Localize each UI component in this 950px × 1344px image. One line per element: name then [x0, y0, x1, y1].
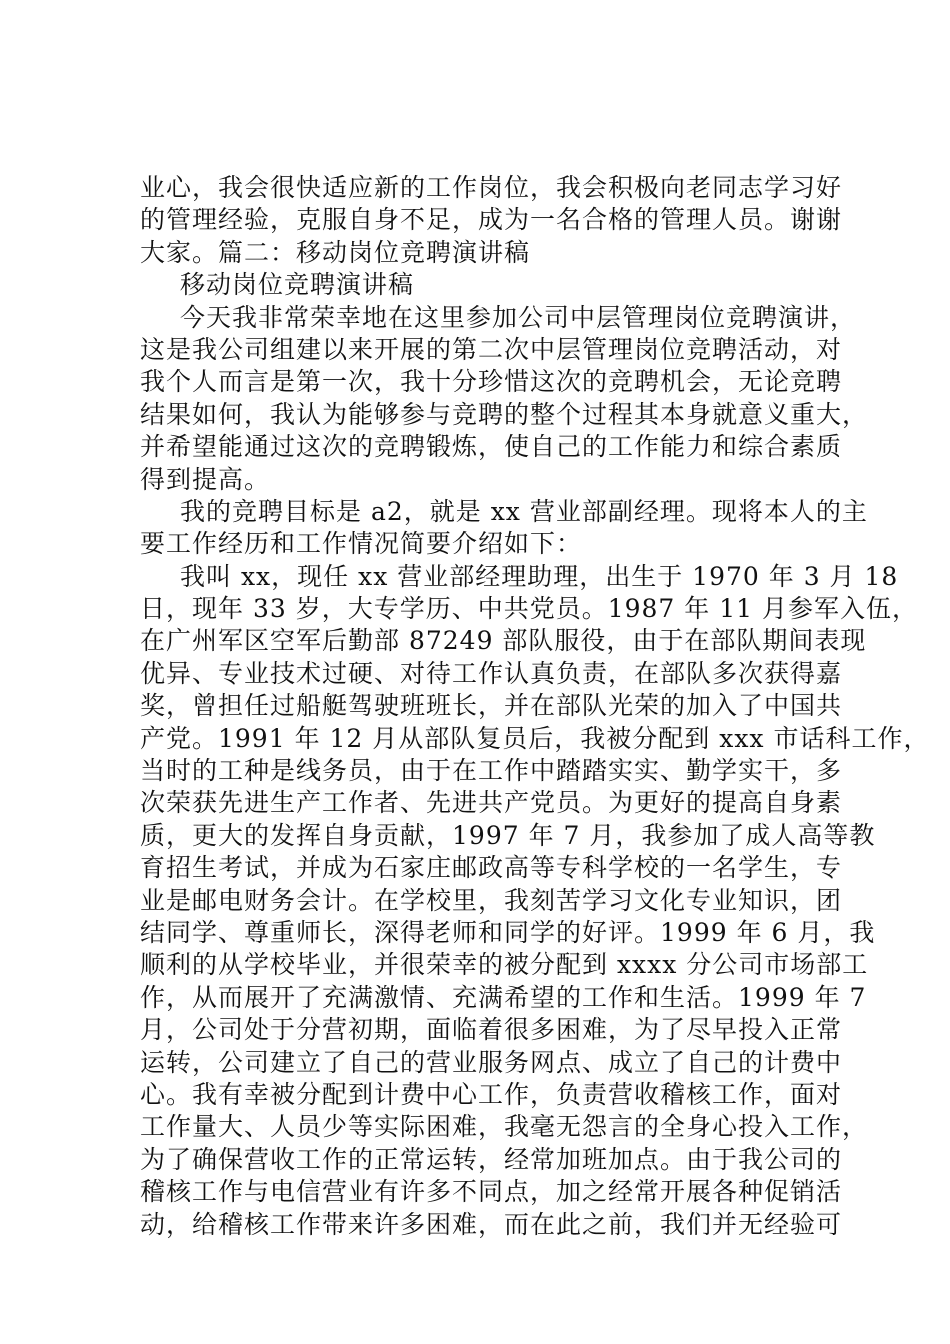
paragraph-2-line-1: 我的竞聘目标是 a2，就是 xx 营业部副经理。现将本人的主 — [180, 496, 868, 526]
paragraph-1-line-4: 结果如何，我认为能够参与竞聘的整个过程其本身就意义重大， — [140, 399, 869, 429]
paragraph-1-line-1: 今天我非常荣幸地在这里参加公司中层管理岗位竞聘演讲， — [180, 302, 857, 332]
paragraph-3-line-2: 日，现年 33 岁，大专学历、中共党员。1987 年 11 月参军入伍， — [140, 594, 918, 624]
text-line-3: 大家。篇二：移动岗位竞聘演讲稿 — [140, 237, 531, 267]
document-body — [140, 172, 930, 1241]
paragraph-3-line-14: 作，从而展开了充满激情、充满希望的工作和生活。1999 年 7 — [140, 982, 867, 1012]
paragraph-3-line-1: 我叫 xx，现任 xx 营业部经理助理，出生于 1970 年 3 月 18 — [180, 561, 899, 591]
paragraph-3-line-19: 为了确保营收工作的正常运转，经常加班加点。由于我公司的 — [140, 1144, 843, 1174]
paragraph-3-line-21: 动，给稽核工作带来许多困难，而在此之前，我们并无经验可 — [140, 1209, 843, 1239]
paragraph-1-line-6: 得到提高。 — [140, 464, 271, 494]
paragraph-3-line-15: 月，公司处于分营初期，面临着很多困难，为了尽早投入正常 — [140, 1015, 843, 1045]
paragraph-3-line-16: 运转，公司建立了自己的营业服务网点、成立了自己的计费中 — [140, 1047, 843, 1077]
paragraph-3-line-4: 优异、专业技术过硬、对待工作认真负责，在部队多次获得嘉 — [140, 658, 843, 688]
paragraph-3-line-18: 工作量大、人员少等实际困难，我毫无怨言的全身心投入工作， — [140, 1112, 869, 1142]
paragraph-3-line-7: 当时的工种是线务员，由于在工作中踏踏实实、勤学实干，多 — [140, 756, 843, 786]
paragraph-2-line-2: 要工作经历和工作情况简要介绍如下： — [140, 529, 583, 559]
text-line-2: 的管理经验，克服自身不足，成为一名合格的管理人员。谢谢 — [140, 205, 843, 235]
paragraph-1-line-2: 这是我公司组建以来开展的第二次中层管理岗位竞聘活动，对 — [140, 334, 843, 364]
paragraph-3-line-3: 在广州军区空军后勤部 87249 部队服役，由于在部队期间表现 — [140, 626, 867, 656]
paragraph-3-line-11: 业是邮电财务会计。在学校里，我刻苦学习文化专业知识，团 — [140, 885, 843, 915]
paragraph-3-line-13: 顺利的从学校毕业，并很荣幸的被分配到 xxxx 分公司市场部工 — [140, 950, 869, 980]
paragraph-3-line-12: 结同学、尊重师长，深得老师和同学的好评。1999 年 6 月，我 — [140, 917, 876, 947]
text-line-1: 业心，我会很快适应新的工作岗位，我会积极向老同志学习好 — [140, 173, 843, 202]
paragraph-3-line-5: 奖，曾担任过船艇驾驶班班长，并在部队光荣的加入了中国共 — [140, 691, 843, 721]
paragraph-1-line-5: 并希望能通过这次的竞聘锻炼，使自己的工作能力和综合素质 — [140, 432, 843, 462]
paragraph-3-line-9: 质，更大的发挥自身贡献，1997 年 7 月，我参加了成人高等教 — [140, 820, 876, 850]
paragraph-3-line-6: 产党。1991 年 12 月从部队复员后，我被分配到 xxx 市话科工作， — [140, 723, 930, 753]
paragraph-3-line-20: 稽核工作与电信营业有许多不同点，加之经常开展各种促销活 — [140, 1177, 843, 1207]
paragraph-3-line-17: 心。我有幸被分配到计费中心工作，负责营收稽核工作，面对 — [140, 1079, 843, 1109]
paragraph-1-line-3: 我个人而言是第一次，我十分珍惜这次的竞聘机会，无论竞聘 — [140, 367, 843, 397]
section-title: 移动岗位竞聘演讲稿 — [180, 270, 415, 300]
paragraph-3-line-8: 次荣获先进生产工作者、先进共产党员。为更好的提高自身素 — [140, 788, 843, 818]
paragraph-3-line-10: 育招生考试，并成为石家庄邮政高等专科学校的一名学生，专 — [140, 853, 843, 883]
